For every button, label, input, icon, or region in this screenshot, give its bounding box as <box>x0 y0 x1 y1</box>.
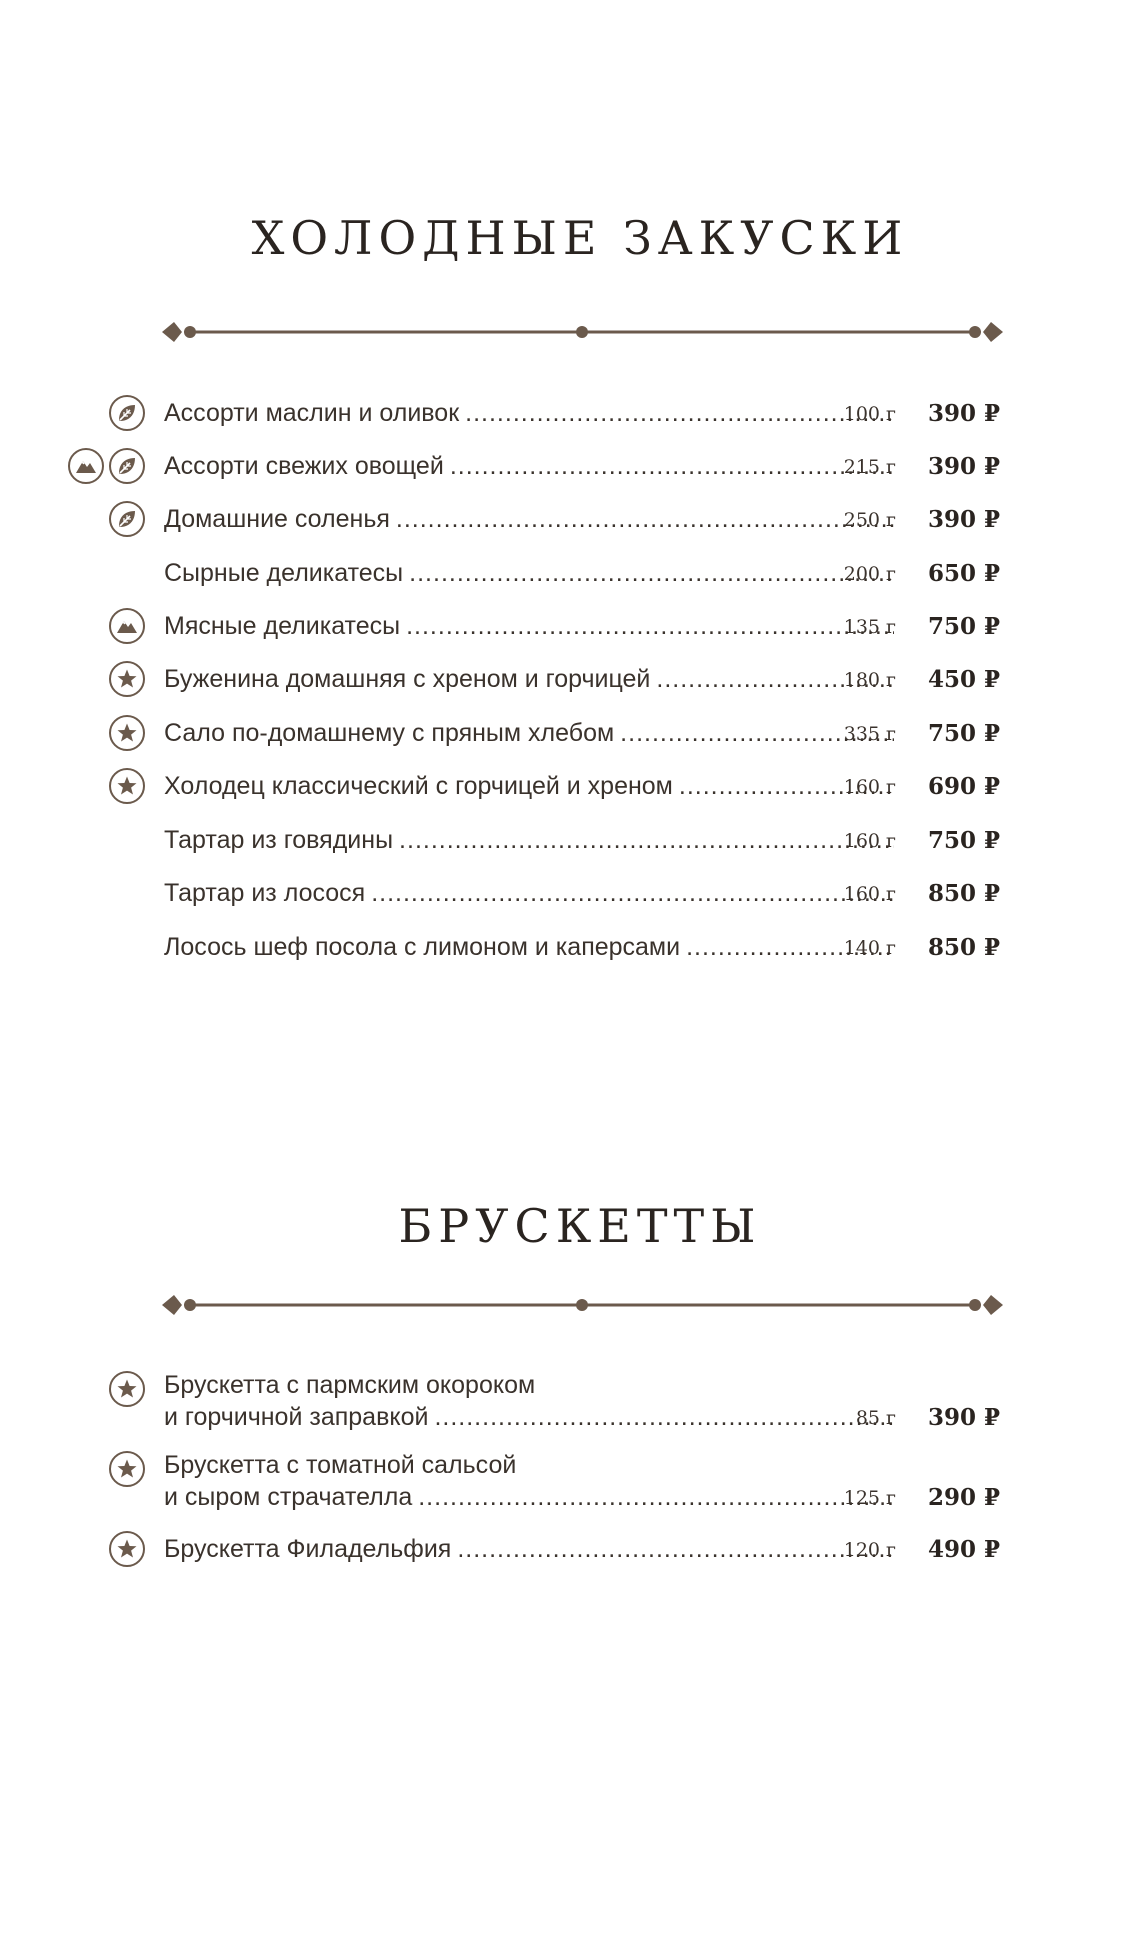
menu-item <box>0 766 1125 806</box>
star-icon <box>109 1531 145 1567</box>
dot-leader <box>371 873 894 913</box>
menu-item <box>0 393 1125 433</box>
star-icon <box>109 1371 145 1407</box>
item-weight: 160 г <box>843 776 896 798</box>
item-price: 750 ₽ <box>927 827 1000 854</box>
item-price: 490 ₽ <box>927 1536 1000 1563</box>
item-price: 850 ₽ <box>927 934 1000 961</box>
item-name: Брускетта с пармским окороком <box>164 1371 536 1399</box>
star-icon <box>109 661 145 697</box>
item-name: Домашние соленья <box>164 505 390 533</box>
item-weight: 140 г <box>843 937 896 959</box>
item-name: Брускетта с томатной сальсой <box>164 1451 517 1479</box>
item-weight: 160 г <box>843 830 896 852</box>
mountain-icon <box>109 608 145 644</box>
item-price: 390 ₽ <box>927 453 1000 480</box>
menu-item <box>0 1529 1125 1569</box>
item-weight: 215 г <box>843 456 896 478</box>
item-weight: 120 г <box>843 1539 896 1561</box>
item-weight: 125 г <box>843 1487 896 1509</box>
item-weight: 180 г <box>843 669 896 691</box>
item-name: Ассорти свежих овощей <box>164 452 444 480</box>
item-price: 690 ₽ <box>927 773 1000 800</box>
section-title: БРУСКЕТТЫ <box>398 1199 762 1253</box>
menu-item <box>0 606 1125 646</box>
star-icon <box>109 715 145 751</box>
item-name: Ассорти маслин и оливок <box>164 399 460 427</box>
item-price: 750 ₽ <box>927 720 1000 747</box>
item-weight: 160 г <box>843 883 896 905</box>
item-name: Буженина домашняя с хреном и горчицей <box>164 665 651 693</box>
menu-item <box>0 873 1125 913</box>
ornament-divider <box>160 312 1005 352</box>
leaf-icon <box>109 448 145 484</box>
menu-item <box>0 499 1125 539</box>
ornament-divider <box>160 1285 1005 1325</box>
item-name: Тартар из говядины <box>164 826 394 854</box>
item-weight: 135 г <box>843 616 896 638</box>
star-icon <box>109 1451 145 1487</box>
item-price: 290 ₽ <box>927 1484 1000 1511</box>
menu-item <box>0 927 1125 967</box>
item-name: Брускетта Филадельфия <box>164 1535 452 1563</box>
section-title: ХОЛОДНЫЕ ЗАКУСКИ <box>251 211 909 265</box>
item-weight: 200 г <box>843 563 896 585</box>
item-price: 390 ₽ <box>927 400 1000 427</box>
item-name: Сырные деликатесы <box>164 559 404 587</box>
menu-item <box>0 713 1125 753</box>
item-name: Холодец классический с горчицей и хреном <box>164 772 673 800</box>
item-weight: 85 г <box>855 1407 896 1429</box>
menu-item <box>0 1449 1125 1513</box>
leaf-icon <box>109 501 145 537</box>
item-name: Лосось шеф посола с лимоном и каперсами <box>164 933 681 961</box>
item-price: 750 ₽ <box>927 613 1000 640</box>
item-weight: 250 г <box>843 509 896 531</box>
item-name: Мясные деликатесы <box>164 612 401 640</box>
item-price: 650 ₽ <box>927 560 1000 587</box>
leaf-icon <box>109 395 145 431</box>
menu-item <box>0 1369 1125 1433</box>
menu-item <box>0 820 1125 860</box>
star-icon <box>109 768 145 804</box>
menu-item <box>0 553 1125 593</box>
mountain-icon <box>68 448 104 484</box>
item-name: Тартар из лосося <box>164 879 366 907</box>
item-price: 450 ₽ <box>927 666 1000 693</box>
item-price: 850 ₽ <box>927 880 1000 907</box>
item-weight: 100 г <box>843 403 896 425</box>
item-price: 390 ₽ <box>927 1404 1000 1431</box>
item-name-line2: и горчичной заправкой <box>164 1403 429 1431</box>
menu-item <box>0 446 1125 486</box>
item-price: 390 ₽ <box>927 506 1000 533</box>
menu-item <box>0 659 1125 699</box>
item-name-line2: и сыром страчателла <box>164 1483 413 1511</box>
item-weight: 335 г <box>843 723 896 745</box>
item-name: Сало по-домашнему с пряным хлебом <box>164 719 615 747</box>
